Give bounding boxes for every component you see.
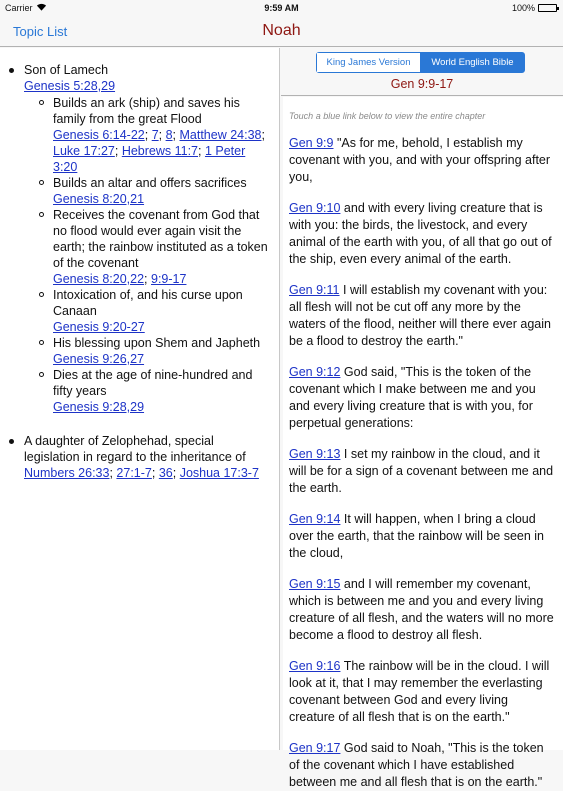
- chapter-hint: Touch a blue link below to view the entire chapter: [289, 111, 486, 121]
- status-bar: [0, 0, 563, 15]
- scripture-link[interactable]: Hebrews 11:7: [121, 144, 199, 158]
- scripture-link[interactable]: Joshua 17:3-7: [179, 466, 259, 480]
- topic-entries-list: [0, 48, 279, 481]
- verse-item: [289, 364, 556, 432]
- verse-text: God said, "This is the token of the covenant which I make between me and you and every living creature that is with you, for perpetual generations:: [289, 365, 536, 430]
- scripture-link[interactable]: Matthew 24:38: [179, 128, 262, 142]
- scripture-link[interactable]: Genesis 9:26,27: [53, 352, 145, 366]
- scripture-link[interactable]: Numbers 26:33: [24, 466, 110, 480]
- sub-entry-references: Genesis 6:14-22; 7; 8; Matthew 24:38; Luke 17:27; Hebrews 11:7; 1 Peter 3:20: [53, 128, 265, 174]
- verse-reference-link[interactable]: Gen 9:12: [289, 365, 341, 379]
- sub-entry: [53, 207, 271, 287]
- verse-item: [289, 446, 556, 497]
- sub-entry: [53, 175, 271, 207]
- circle-bullet-icon: [39, 100, 44, 105]
- verse-reference-link[interactable]: Gen 9:17: [289, 741, 341, 755]
- scripture-link[interactable]: Genesis 9:28,29: [53, 400, 145, 414]
- scripture-link[interactable]: 8: [165, 128, 173, 142]
- sub-entry: [53, 287, 271, 335]
- scripture-link[interactable]: Genesis 8:20,22: [53, 272, 145, 286]
- verse-text: and I will remember my covenant, which is between me and you and every living creature of all flesh, and the waters will no more become a flood to destroy all flesh.: [289, 577, 554, 642]
- circle-bullet-icon: [39, 212, 44, 217]
- verse-reference-link[interactable]: Gen 9:13: [289, 447, 341, 461]
- version-option[interactable]: World English Bible: [420, 53, 524, 72]
- sub-entry-references: [53, 399, 271, 415]
- sub-entry-references: [53, 319, 271, 335]
- circle-bullet-icon: [39, 180, 44, 185]
- topic-entry: [24, 433, 271, 481]
- scripture-link[interactable]: 1 Peter 3:20: [53, 144, 246, 174]
- divider: [281, 95, 563, 96]
- verse-text: "As for me, behold, I establish my covenant with you, and with your offspring after you,: [289, 136, 551, 184]
- navigation-bar: [0, 15, 563, 47]
- verse-item: [289, 576, 556, 644]
- scripture-link[interactable]: Luke 17:27: [53, 144, 115, 158]
- scripture-link[interactable]: 9:9-17: [151, 272, 187, 286]
- verse-list[interactable]: [283, 97, 563, 789]
- scripture-link[interactable]: Genesis 9:20-27: [53, 320, 145, 334]
- verse-text: It will happen, when I bring a cloud over the earth, that the rainbow will be seen in the cloud,: [289, 512, 545, 560]
- verse-text: The rainbow will be in the cloud. I will look at it, that I may remember the everlasting covenant between God and every living creature of all flesh that is on the earth.": [289, 659, 550, 724]
- sub-entry: [53, 367, 271, 415]
- topic-list-button[interactable]: Topic List: [13, 24, 68, 39]
- battery-icon: [538, 4, 557, 12]
- sub-entry-text: Intoxication of, and his curse upon Canaan: [53, 288, 243, 318]
- bullet-icon: [9, 68, 14, 73]
- sub-entry-text: Builds an ark (ship) and saves his family from the great Flood: [53, 96, 240, 126]
- scripture-link[interactable]: Genesis 8:20,21: [53, 192, 145, 206]
- scripture-link[interactable]: Genesis 6:14-22: [53, 128, 145, 142]
- verse-text: God said to Noah, "This is the token of the covenant which I have established between me and all flesh that is on the earth.": [289, 741, 544, 789]
- status-time: 9:59 AM: [264, 3, 299, 13]
- sub-entry-text: Builds an altar and offers sacrifices: [53, 176, 247, 190]
- verse-item: [289, 135, 556, 186]
- scripture-link[interactable]: 36: [158, 466, 173, 480]
- entry-text: Son of Lamech: [24, 63, 109, 77]
- verse-reference-link[interactable]: Gen 9:9: [289, 136, 334, 150]
- circle-bullet-icon: [39, 292, 44, 297]
- verse-item: [289, 282, 556, 350]
- verse-reference-link[interactable]: Gen 9:15: [289, 577, 341, 591]
- verse-reference-link[interactable]: Gen 9:16: [289, 659, 341, 673]
- circle-bullet-icon: [39, 340, 44, 345]
- verse-item: [289, 511, 556, 562]
- verse-reference-link[interactable]: Gen 9:11: [289, 283, 340, 297]
- sub-entry-references: [53, 191, 271, 207]
- page-title: Noah: [262, 22, 301, 39]
- sub-entry-references: [53, 351, 271, 367]
- scripture-link[interactable]: 7: [151, 128, 159, 142]
- carrier-label: Carrier: [5, 3, 33, 13]
- sub-entry-text: Dies at the age of nine-hundred and fifty years: [53, 368, 253, 398]
- scripture-link[interactable]: Genesis 5:28,29: [24, 79, 116, 93]
- verse-text: and with every living creature that is with you: the birds, the livestock, and every animal of the earth with you, of all that go out of the ship, even every animal of the earth.: [289, 201, 552, 266]
- sub-entry-text: His blessing upon Shem and Japheth: [53, 336, 261, 350]
- verse-reference-link[interactable]: Gen 9:14: [289, 512, 341, 526]
- verse-item: [289, 200, 556, 268]
- verse-item: [289, 740, 556, 791]
- sub-entry-references: Genesis 8:20,22; 9:9-17: [53, 272, 187, 286]
- passage-reference: Gen 9:9-17: [390, 77, 454, 91]
- entry-text: A daughter of Zelophehad, special legislation in regard to the inheritance of: [24, 434, 246, 464]
- version-segmented-control[interactable]: [316, 52, 525, 73]
- battery-percent: 100%: [511, 3, 535, 13]
- entry-references: [24, 78, 271, 94]
- circle-bullet-icon: [39, 372, 44, 377]
- sub-entries-list: [24, 95, 271, 415]
- verse-text: I will establish my covenant with you: all flesh will not be cut off any more by the waters of the flood, neither will there ever again be a flood to destroy the earth.": [289, 283, 551, 348]
- passage-pane: [281, 48, 563, 789]
- verse-reference-link[interactable]: Gen 9:10: [289, 201, 341, 215]
- scripture-link[interactable]: 27:1-7: [116, 466, 152, 480]
- sub-entry-text: Receives the covenant from God that no flood would ever again visit the earth; the rainbow instituted as a token of the covenant: [53, 208, 268, 270]
- bullet-icon: [9, 439, 14, 444]
- sub-entry: [53, 95, 271, 175]
- version-option[interactable]: King James Version: [317, 53, 420, 72]
- topic-entry: [24, 62, 271, 415]
- verse-text: I set my rainbow in the cloud, and it will be for a sign of a covenant between me and the earth.: [289, 447, 554, 495]
- topic-detail-pane[interactable]: [0, 48, 280, 750]
- sub-entry: [53, 335, 271, 367]
- verse-item: [289, 658, 556, 726]
- entry-references: Numbers 26:33; 27:1-7; 36; Joshua 17:3-7: [24, 466, 259, 480]
